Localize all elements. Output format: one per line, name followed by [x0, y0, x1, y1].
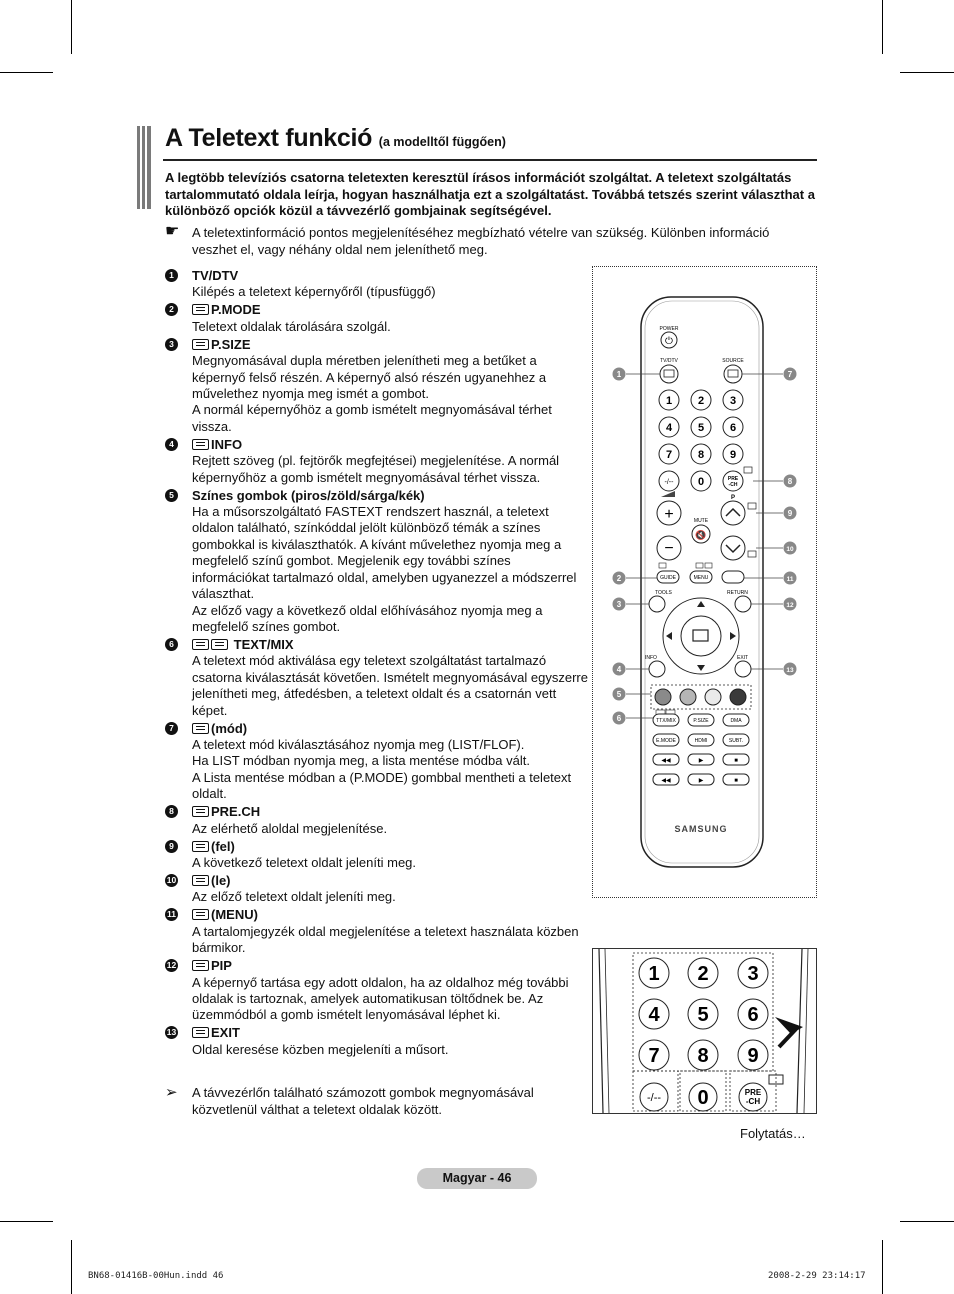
svg-text:-CH: -CH: [745, 1097, 761, 1106]
remote-label-return: RETURN: [727, 590, 748, 596]
rewind-icon: ◀◀: [661, 758, 671, 764]
callout-number: 2: [616, 574, 622, 583]
continued-label: Folytatás…: [740, 1126, 806, 1141]
dash-button[interactable]: -/--: [664, 479, 674, 486]
crop-mark: [0, 72, 53, 73]
note: [165, 225, 817, 258]
list-item: [165, 268, 590, 301]
keypad-dash-label: -/--: [646, 1092, 662, 1104]
svg-text:PRE: PRE: [744, 1088, 762, 1097]
list-item: [165, 302, 590, 335]
remote-label-info: INFO: [645, 655, 657, 661]
keypad-digit[interactable]: 9: [747, 1045, 759, 1067]
svg-text:◀◀: ◀◀: [661, 778, 671, 784]
callout-number: 11: [167, 909, 176, 920]
list-item: [165, 721, 590, 803]
callout-number: 1: [616, 370, 622, 379]
list-item: [165, 637, 590, 719]
callout-number: 7: [165, 722, 178, 735]
keypad-digit[interactable]: 3: [747, 963, 759, 985]
pointer-arrow-icon: [775, 1017, 803, 1034]
keypad-digit[interactable]: 6: [747, 1004, 759, 1026]
callout-number: 8: [787, 477, 793, 486]
callout-number: 4: [616, 665, 622, 674]
callout-number: 4: [165, 438, 178, 451]
remote-label-tools: TOOLS: [655, 590, 672, 596]
remote-label-exit: EXIT: [737, 655, 749, 661]
item-title: TEXT/MIX: [233, 636, 294, 652]
teletext-icon: [192, 960, 209, 971]
item-title: P.MODE: [211, 302, 261, 318]
item-text: Oldal keresése közben megjeleníti a műsort.: [192, 1041, 449, 1057]
callout-number: 13: [786, 667, 794, 674]
item-title: P.SIZE: [211, 336, 251, 352]
callout-number: 7: [787, 370, 793, 379]
item-text: A képernyő tartása egy adott oldalon, ha az oldalhoz még további oldalak is tartoznak, amelyek automatikusan töltődnek be. Az üzemmódból a gomb ismételt lenyomásával léphet ki.: [192, 974, 569, 1023]
teletext-icon: [192, 1027, 209, 1038]
list-item: [165, 907, 590, 956]
remote-label-mute: MUTE: [693, 518, 709, 524]
callout-number: 6: [616, 714, 622, 723]
crop-mark: [71, 0, 72, 54]
tools-button[interactable]: [649, 596, 665, 612]
tip-note: [165, 1085, 585, 1118]
callout-number: 12: [166, 960, 177, 971]
channel-down-button[interactable]: [721, 536, 745, 560]
mix-icon: [211, 639, 228, 650]
keypad-digit[interactable]: 1: [648, 963, 660, 985]
ttxmix-label: TTX/MIX: [656, 718, 676, 724]
keypad-digit[interactable]: 8: [697, 1045, 709, 1067]
svg-text:-CH: -CH: [728, 482, 738, 488]
arrow-icon: ➢: [165, 1084, 178, 1101]
stop-icon: ■: [734, 758, 738, 764]
callout-number: 1: [165, 269, 178, 282]
note-text: A teletextinformáció pontos megjelenítéséhez megbízható vételre van szükség. Különben információ veszhet el, vagy néhány oldal nem jeleníthető meg.: [192, 225, 770, 257]
list-item: [165, 1025, 590, 1058]
source-button[interactable]: [724, 365, 742, 383]
return-button[interactable]: [735, 596, 751, 612]
callout-number: 6: [165, 638, 178, 651]
item-text: A tartalomjegyzék oldal megjelenítése a teletext használata közben bármikor.: [192, 923, 579, 956]
teletext-icon: [192, 723, 209, 734]
remote-label-guide: GUIDE: [660, 575, 676, 581]
exit-button[interactable]: [735, 661, 751, 677]
item-text: Az előző teletext oldalt jeleníti meg.: [192, 889, 396, 905]
callout-number: 3: [165, 338, 178, 351]
dma-label: DMA: [730, 718, 742, 724]
callout-number: 9: [165, 840, 178, 853]
item-title: PRE.CH: [211, 804, 261, 820]
item-title: Színes gombok (piros/zöld/sárga/kék): [192, 487, 425, 503]
title-main: A Teletext funkció: [165, 124, 373, 152]
keypad-digit[interactable]: 5: [697, 1004, 709, 1026]
svg-text:−: −: [664, 540, 674, 557]
callout-number: 3: [616, 600, 622, 609]
callout-number: 5: [165, 489, 178, 502]
crop-mark: [71, 1240, 72, 1294]
teletext-icon: [192, 875, 209, 886]
remote-svg: [593, 267, 816, 897]
crop-mark: [882, 0, 883, 54]
remote-label-source: SOURCE: [722, 358, 744, 364]
channel-up-button[interactable]: [721, 501, 745, 525]
keypad-digit[interactable]: 4: [648, 1004, 660, 1026]
blue-button[interactable]: [730, 689, 746, 705]
teletext-icon: [192, 841, 209, 852]
page-title: [165, 124, 506, 153]
svg-text:PRE: PRE: [727, 476, 739, 482]
remote-label-menu: MENU: [693, 575, 709, 581]
callout-number: 10: [786, 546, 794, 553]
digit-button[interactable]: 6: [729, 422, 737, 434]
blank-button[interactable]: [722, 571, 744, 583]
callout-number: 2: [165, 303, 178, 316]
callout-number: 11: [786, 576, 794, 583]
psize-label: P.SIZE: [693, 718, 709, 724]
item-text: Az elérhető aloldal megjelenítése.: [192, 820, 388, 836]
teletext-icon: [192, 304, 209, 315]
intro-paragraph: A legtöbb televíziós csatorna teletexten keresztül írásos információt szolgáltat. A teletext szolgáltatás tartalommutató oldala leírja, hogyan használhatja ezt a szolgáltatást. Továbbá tetszés szerint választhat a különböző opciók közül a távvezérlő gombjainak segítségével.: [165, 170, 815, 218]
item-text: Rejtett szöveg (pl. fejtörők megfejtései) megjelenítése. A normál képernyőhöz a gomb ismételt megnyomásával térhet vissza.: [192, 453, 560, 485]
section-marker: [137, 126, 151, 209]
digit-button[interactable]: 3: [729, 395, 737, 407]
list-item: [165, 488, 590, 636]
digit-button[interactable]: 8: [697, 449, 705, 461]
emode-label: E.MODE: [656, 738, 676, 744]
digit-button[interactable]: 7: [665, 449, 673, 461]
item-text: Teletext oldalak tárolására szolgál.: [192, 318, 391, 334]
remote-label-power: POWER: [659, 326, 679, 332]
keypad-svg: [593, 949, 816, 1113]
mute-icon: 🔇: [695, 530, 707, 540]
teletext-icon: [192, 909, 209, 920]
digit-button[interactable]: 0: [697, 476, 705, 488]
callout-number: 5: [616, 690, 622, 699]
digit-button[interactable]: 5: [697, 422, 705, 434]
power-icon: ⏻: [665, 336, 673, 347]
item-title: (mód): [211, 720, 248, 736]
svg-text:+: +: [664, 506, 674, 523]
keypad-closeup: [592, 948, 817, 1114]
remote-label-p: P: [730, 495, 736, 501]
svg-text:■: ■: [734, 778, 738, 784]
list-item: [165, 958, 590, 1024]
item-title: (le): [211, 872, 231, 888]
print-slug-date: 2008-2-29 23:14:17: [768, 1271, 866, 1281]
crop-mark: [0, 1221, 53, 1222]
list-item: [165, 839, 590, 872]
teletext-icon: [192, 439, 209, 450]
keypad-digit[interactable]: 7: [648, 1045, 660, 1067]
keypad-zero-label: 0: [697, 1087, 709, 1109]
callout-number: 13: [166, 1027, 177, 1038]
crop-mark: [900, 72, 954, 73]
item-title: INFO: [211, 436, 243, 452]
item-title: (MENU): [211, 907, 258, 923]
crop-mark: [882, 1240, 883, 1294]
hdmi-label: HDMI: [694, 738, 708, 744]
red-button[interactable]: [655, 689, 671, 705]
enter-button[interactable]: [681, 616, 721, 656]
green-button[interactable]: [680, 689, 696, 705]
info-button[interactable]: [649, 661, 665, 677]
item-title: TV/DTV: [192, 268, 239, 283]
keypad-digit[interactable]: 2: [697, 963, 709, 985]
svg-text:▶: ▶: [698, 778, 704, 784]
item-title: (fel): [211, 838, 235, 854]
remote-illustration: [592, 266, 817, 898]
title-rule: [163, 159, 817, 161]
item-title: PIP: [211, 958, 232, 974]
digit-button[interactable]: 1: [665, 395, 673, 407]
teletext-icon: [192, 339, 209, 350]
list-item: [165, 804, 590, 837]
list-item: [165, 873, 590, 906]
item-text: Kilépés a teletext képernyőről (típusfüggő): [192, 284, 436, 300]
callout-number: 10: [166, 874, 177, 885]
remote-label-tvdtv: TV/DTV: [660, 358, 678, 364]
digit-button[interactable]: 2: [697, 395, 705, 407]
callout-number: 8: [165, 805, 178, 818]
list-item: [165, 337, 590, 435]
item-title: EXIT: [211, 1025, 240, 1041]
item-text: Megnyomásával dupla méretben jelenítheti meg a betűket a képernyő felső részén. A képernyő alsó részén ugyanehhez a művelethez nyomja meg ismét a gombot. A normál képernyőhöz a gomb ismételt megnyomásával térhet vissza.: [192, 353, 552, 434]
subt-label: SUBT.: [728, 738, 744, 744]
item-text: A teletext mód aktiválása egy teletext szolgáltatást tartalmazó csatorna kiválasztását követően. Ismételt megnyomásával egyszerre jelenítheti meg, átfedésben, a teletext oldalt és a csatornán vett képet.: [192, 653, 588, 718]
title-subtitle: (a modelltől függően): [378, 135, 506, 149]
crop-mark: [900, 1221, 954, 1222]
page-number-badge: Magyar - 46: [417, 1168, 537, 1189]
digit-button[interactable]: 9: [729, 449, 737, 461]
print-slug-file: BN68-01416B-00Hun.indd 46: [88, 1271, 224, 1281]
teletext-icon: [192, 806, 209, 817]
tip-text: A távvezérlőn található számozott gombok megnyomásával közvetlenül válthat a teletext oldalak között.: [192, 1085, 534, 1117]
play-icon: ▶: [698, 758, 704, 764]
pointing-hand-icon: ☛: [165, 223, 180, 240]
yellow-button[interactable]: [705, 689, 721, 705]
callout-number: 12: [786, 602, 794, 609]
samsung-logo: SAMSUNG: [674, 824, 728, 834]
digit-button[interactable]: 4: [665, 422, 673, 434]
item-text: A teletext mód kiválasztásához nyomja meg (LIST/FLOF). Ha LIST módban nyomja meg, a lista mentése módba vált. A Lista mentése módban a (P.MODE) gombbal mentheti a teletext oldalt.: [192, 736, 572, 802]
item-text: Ha a műsorszolgáltató FASTEXT rendszert használ, a teletext oldalon található, színkóddal jelölt különböző témák a színes gombokkal is kiválaszthatók. A kívánt művelethez nyomja meg a megfelelő színű gombot. Megjelenik egy további színes információkat tartalmazó oldal, amelyben ugyanezzel a módszerrel választhat. Az előző vagy a következő oldal előhívásához nyomja meg a megfelelő színes gombot.: [192, 504, 577, 634]
list-item: [165, 437, 590, 486]
item-text: A következő teletext oldalt jeleníti meg.: [192, 854, 417, 870]
teletext-icon: [192, 639, 209, 650]
callout-number: 9: [787, 509, 793, 518]
button-list: [165, 268, 590, 1060]
tvdtv-button[interactable]: [660, 365, 678, 383]
